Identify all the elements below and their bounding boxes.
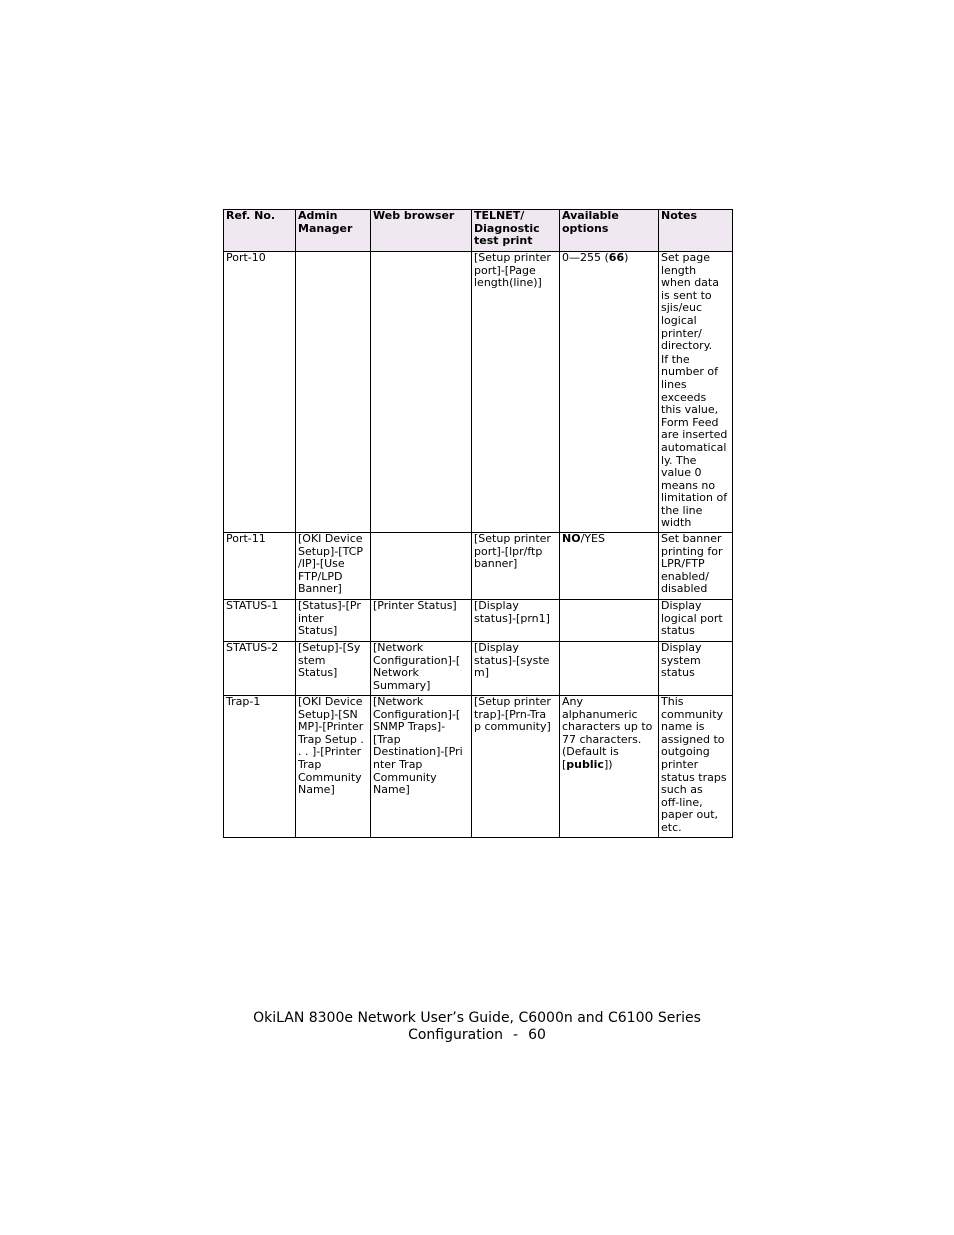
table-header-row <box>224 210 733 252</box>
table-row <box>224 252 733 533</box>
table-row <box>224 696 733 838</box>
header-web-browser: Web browser <box>371 210 472 252</box>
cell-web <box>371 252 472 533</box>
cell-admin <box>296 252 371 533</box>
cell-admin: [Setup]-[Sy stem Status] <box>296 642 371 696</box>
cell-telnet: [Display status]-[syste m] <box>472 642 560 696</box>
cell-ref: Port-11 <box>224 533 296 600</box>
footer-title: OkiLAN 8300e Network User’s Guide, C6000n and C6100 Series <box>253 1010 701 1026</box>
cell-telnet: [Setup printer trap]-[Prn-Tra p community] <box>472 696 560 838</box>
cell-ref: Port-10 <box>224 252 296 533</box>
table-row <box>224 642 733 696</box>
cell-telnet: [Setup printer port]-[lpr/ftp banner] <box>472 533 560 600</box>
cell-notes: Set page length when data is sent to sjis/euc logical printer/ directory. If the number of lines exceeds this value, Form Feed are inserted automatical ly. The value 0 means no limitation of the line width <box>659 252 733 533</box>
cell-web: [Printer Status] <box>371 600 472 642</box>
header-notes: Notes <box>659 210 733 252</box>
header-admin-manager: Admin Manager <box>296 210 371 252</box>
footer-separator: - <box>513 1027 519 1043</box>
header-available-options: Available options <box>560 210 659 252</box>
cell-ref: Trap-1 <box>224 696 296 838</box>
header-telnet: TELNET/ Diagnostic test print <box>472 210 560 252</box>
reference-table <box>223 209 733 838</box>
cell-notes: Display system status <box>659 642 733 696</box>
cell-admin: [Status]-[Pr inter Status] <box>296 600 371 642</box>
cell-web: [Network Configuration]-[ Network Summary] <box>371 642 472 696</box>
page-number: 60 <box>528 1027 546 1043</box>
cell-options <box>560 642 659 696</box>
cell-options: NO/YES <box>560 533 659 600</box>
footer-page-info <box>0 1027 954 1044</box>
cell-notes: Display logical port status <box>659 600 733 642</box>
table-row <box>224 600 733 642</box>
cell-options <box>560 600 659 642</box>
cell-ref: STATUS-2 <box>224 642 296 696</box>
footer-section: Configuration <box>408 1027 504 1043</box>
cell-options: Any alphanumeric characters up to 77 characters. (Default is [public]) <box>560 696 659 838</box>
cell-admin: [OKI Device Setup]-[SN MP]-[Printer Trap Setup . . . ]-[Printer Trap Community Name] <box>296 696 371 838</box>
table-row <box>224 533 733 600</box>
cell-web <box>371 533 472 600</box>
cell-admin: [OKI Device Setup]-[TCP /IP]-[Use FTP/LPD Banner] <box>296 533 371 600</box>
cell-ref: STATUS-1 <box>224 600 296 642</box>
cell-notes: Set banner printing for LPR/FTP enabled/ disabled <box>659 533 733 600</box>
cell-web: [Network Configuration]-[ SNMP Traps]- [Trap Destination]-[Pri nter Trap Community Name] <box>371 696 472 838</box>
cell-telnet: [Display status]-[prn1] <box>472 600 560 642</box>
cell-telnet: [Setup printer port]-[Page length(line)] <box>472 252 560 533</box>
header-ref-no: Ref. No. <box>224 210 296 252</box>
cell-options: 0—255 (66) <box>560 252 659 533</box>
cell-notes: This community name is assigned to outgoing printer status traps such as off-line, paper out, etc. <box>659 696 733 838</box>
